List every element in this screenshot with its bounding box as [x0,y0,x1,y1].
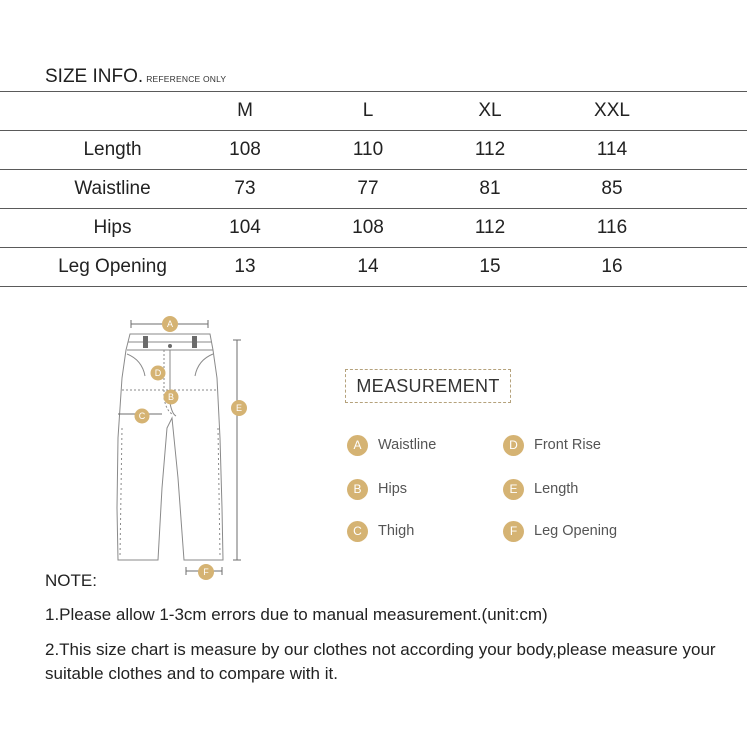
size-table [0,91,747,287]
legend-label: Waistline [378,437,437,453]
legend-label: Leg Opening [534,523,618,539]
table-cell: 112 [474,139,506,160]
table-cell: 16 [601,256,623,277]
note-line-2: 2.This size chart is measure by our clothes not according your body,please measure your suitable clothes and to compare with it. [45,640,716,683]
table-row-length [0,131,747,170]
size-info-title [45,66,226,88]
legend-item-front-rise [503,433,601,457]
table-row-leg-opening [0,248,747,287]
marker-c-letter: C [138,411,146,421]
header-cell-xl: XL [478,100,502,121]
table-cell: 77 [357,178,379,199]
badge-d: D [503,435,524,456]
leg-stitch-left [120,428,122,556]
table-cell: 85 [601,178,623,199]
legend-item-leg-opening [503,519,617,543]
table-cell: 104 [229,217,261,238]
button-icon [168,344,172,348]
marker-e-letter: E [235,403,243,413]
legend-item-length [503,477,578,501]
table-cell: 110 [352,139,384,160]
table-row-waistline [0,170,747,209]
legend-label: Hips [378,481,408,497]
table-cell: 116 [596,217,628,238]
badge-a: A [347,435,368,456]
belt-loop [192,336,197,348]
legend-item-waistline [347,433,436,457]
table-row-hips [0,209,747,248]
measurement-title: MEASUREMENT [345,369,511,403]
table-cell: 13 [234,256,256,277]
row-label: Length [83,139,142,160]
marker-a-letter: A [166,319,174,329]
table-cell: 15 [479,256,501,277]
header-cell-blank [40,92,185,130]
header-cell-xxl: XXL [594,100,630,121]
row-label: Waistline [74,178,151,199]
table-cell: 14 [357,256,379,277]
badge-f: F [503,521,524,542]
belt-loop [143,336,148,348]
marker-f-letter: F [203,567,209,577]
table-header-row [0,92,747,131]
pocket-right [195,354,213,376]
title-subtitle: REFERENCE ONLY [146,74,227,84]
table-cell: 112 [474,217,506,238]
note-line-1: 1.Please allow 1-3cm errors due to manual measurement.(unit:cm) [45,605,548,624]
legend-item-hips [347,477,407,501]
badge-e: E [503,479,524,500]
table-cell: 108 [229,139,261,160]
marker-d-letter: D [154,368,162,378]
table-cell: 114 [596,139,628,160]
note-heading: NOTE: [45,571,97,590]
table-cell: 73 [234,178,256,199]
legend-item-thigh [347,519,414,543]
legend-label: Front Rise [534,437,601,453]
badge-c: C [347,521,368,542]
row-label: Hips [93,217,132,238]
leg-stitch-right [218,428,220,556]
fly-seam [167,350,176,416]
header-cell-l: L [362,100,374,121]
pants-diagram [100,308,270,588]
legend-label: Length [534,481,579,497]
header-cell-m: M [237,100,253,121]
pocket-left [127,354,145,376]
badge-b: B [347,479,368,500]
table-cell: 108 [352,217,384,238]
table-cell: 81 [479,178,501,199]
legend-label: Thigh [378,523,415,539]
title-text: SIZE INFO. [45,66,144,87]
marker-b-letter: B [167,392,175,402]
row-label: Leg Opening [58,256,167,277]
